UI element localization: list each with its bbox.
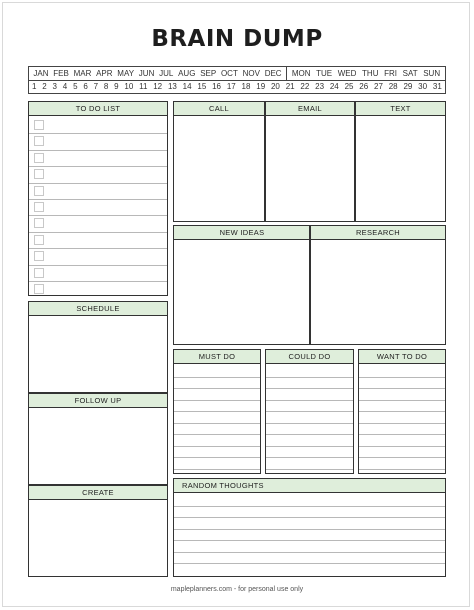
- weekday-list: [287, 67, 445, 80]
- writing-line: [266, 457, 353, 458]
- writing-line: [174, 411, 260, 412]
- month-label: DEC: [264, 69, 282, 78]
- schedule-header: SCHEDULE: [29, 302, 167, 316]
- day-label: 10: [124, 82, 134, 91]
- day-label: 11: [139, 82, 148, 91]
- writing-line: [174, 563, 445, 564]
- writing-line: [359, 411, 445, 412]
- month-label: MAY: [117, 69, 135, 78]
- month-label: NOV: [242, 69, 260, 78]
- want-to-do-header: WANT TO DO: [359, 350, 445, 364]
- page-title: BRAIN DUMP: [151, 26, 323, 52]
- day-label: 4: [62, 82, 68, 91]
- follow-up-header: FOLLOW UP: [29, 394, 167, 408]
- checkbox[interactable]: [34, 202, 44, 212]
- divider: [264, 102, 266, 221]
- writing-line: [174, 552, 445, 553]
- weekday-label: SUN: [423, 69, 441, 78]
- writing-line: [174, 540, 445, 541]
- writing-line: [359, 400, 445, 401]
- day-label: 9: [114, 82, 119, 91]
- want-to-do-box: [358, 349, 446, 474]
- new-ideas-header: NEW IDEAS: [174, 226, 310, 240]
- day-label: 14: [182, 82, 192, 91]
- writing-line: [359, 457, 445, 458]
- contact-box: [173, 101, 446, 222]
- checkbox[interactable]: [34, 268, 44, 278]
- day-label: 13: [167, 82, 177, 91]
- month-label: AUG: [178, 69, 196, 78]
- checkbox[interactable]: [34, 218, 44, 228]
- writing-line: [29, 248, 167, 249]
- writing-line: [266, 434, 353, 435]
- weekday-label: WED: [337, 69, 357, 78]
- writing-line: [29, 281, 167, 282]
- day-label: 1: [32, 82, 37, 91]
- create-box: [28, 485, 168, 577]
- checkbox[interactable]: [34, 136, 44, 146]
- month-weekday-row: [29, 67, 445, 81]
- could-do-header: COULD DO: [266, 350, 353, 364]
- day-label: 25: [344, 82, 354, 91]
- writing-line: [266, 388, 353, 389]
- writing-line: [174, 377, 260, 378]
- writing-line: [359, 469, 445, 470]
- weekday-label: SAT: [402, 69, 418, 78]
- checkbox[interactable]: [34, 153, 44, 163]
- month-label: JAN: [33, 69, 49, 78]
- writing-line: [359, 377, 445, 378]
- must-do-box: [173, 349, 261, 474]
- schedule-box: [28, 301, 168, 393]
- writing-line: [266, 400, 353, 401]
- month-list: [29, 67, 287, 80]
- day-label: 6: [83, 82, 88, 91]
- day-label: 19: [256, 82, 266, 91]
- day-label: 18: [241, 82, 251, 91]
- checkbox[interactable]: [34, 235, 44, 245]
- month-label: JUN: [138, 69, 155, 78]
- call-header: CALL: [174, 102, 264, 116]
- writing-line: [266, 423, 353, 424]
- writing-line: [174, 423, 260, 424]
- writing-line: [266, 446, 353, 447]
- month-label: MAR: [73, 69, 92, 78]
- writing-line: [29, 150, 167, 151]
- day-label: 16: [212, 82, 222, 91]
- weekday-label: MON: [291, 69, 311, 78]
- day-label: 30: [418, 82, 428, 91]
- day-label: 22: [300, 82, 310, 91]
- day-label: 15: [197, 82, 207, 91]
- weekday-label: FRI: [384, 69, 397, 78]
- checkbox[interactable]: [34, 251, 44, 261]
- writing-line: [266, 377, 353, 378]
- research-header: RESEARCH: [311, 226, 445, 240]
- follow-up-box: [28, 393, 168, 485]
- writing-line: [174, 446, 260, 447]
- day-label: 29: [403, 82, 413, 91]
- could-do-box: [265, 349, 354, 474]
- day-label: 3: [52, 82, 57, 91]
- month-label: APR: [96, 69, 113, 78]
- text-header: TEXT: [356, 102, 445, 116]
- footer-note: mapleplanners.com - for personal use only: [170, 586, 304, 593]
- writing-line: [266, 411, 353, 412]
- writing-line: [174, 400, 260, 401]
- weekday-label: THU: [362, 69, 379, 78]
- day-label: 27: [374, 82, 383, 91]
- checkbox[interactable]: [34, 169, 44, 179]
- writing-line: [174, 506, 445, 507]
- day-label: 31: [432, 82, 442, 91]
- email-header: EMAIL: [265, 102, 355, 116]
- must-do-header: MUST DO: [174, 350, 260, 364]
- day-label: 17: [226, 82, 236, 91]
- day-label: 2: [42, 82, 47, 91]
- day-label: 12: [153, 82, 163, 91]
- writing-line: [29, 215, 167, 216]
- day-label: 21: [285, 82, 295, 91]
- date-strip: [28, 66, 446, 94]
- month-label: OCT: [220, 69, 238, 78]
- todo-list-header: TO DO LIST: [29, 102, 167, 116]
- month-label: FEB: [53, 69, 69, 78]
- day-list: [29, 82, 445, 91]
- day-label: 5: [73, 82, 78, 91]
- month-label: JUL: [159, 69, 174, 78]
- writing-line: [359, 446, 445, 447]
- writing-line: [359, 423, 445, 424]
- random-thoughts-box: [173, 478, 446, 577]
- writing-line: [29, 166, 167, 167]
- weekday-label: TUE: [316, 69, 333, 78]
- writing-line: [174, 517, 445, 518]
- writing-line: [174, 388, 260, 389]
- day-label: 8: [103, 82, 109, 91]
- day-label: 24: [329, 82, 339, 91]
- ideas-box: [173, 225, 446, 345]
- day-label: 28: [388, 82, 398, 91]
- writing-line: [29, 199, 167, 200]
- day-label: 20: [270, 82, 280, 91]
- writing-line: [29, 265, 167, 266]
- checkbox[interactable]: [34, 186, 44, 196]
- todo-list-box: [28, 101, 168, 296]
- random-thoughts-header: RANDOM THOUGHTS: [174, 479, 445, 493]
- writing-line: [174, 529, 445, 530]
- writing-line: [359, 434, 445, 435]
- writing-line: [29, 183, 167, 184]
- checkbox[interactable]: [34, 284, 44, 294]
- day-label: 7: [93, 82, 99, 91]
- writing-line: [266, 469, 353, 470]
- writing-line: [359, 388, 445, 389]
- month-label: SEP: [200, 69, 217, 78]
- create-header: CREATE: [29, 486, 167, 500]
- divider: [354, 102, 356, 221]
- day-row: [29, 80, 445, 93]
- writing-line: [29, 133, 167, 134]
- writing-line: [174, 434, 260, 435]
- writing-line: [174, 469, 260, 470]
- writing-line: [29, 232, 167, 233]
- divider: [309, 226, 311, 344]
- day-label: 26: [359, 82, 369, 91]
- writing-line: [174, 457, 260, 458]
- day-label: 23: [315, 82, 325, 91]
- checkbox[interactable]: [34, 120, 44, 130]
